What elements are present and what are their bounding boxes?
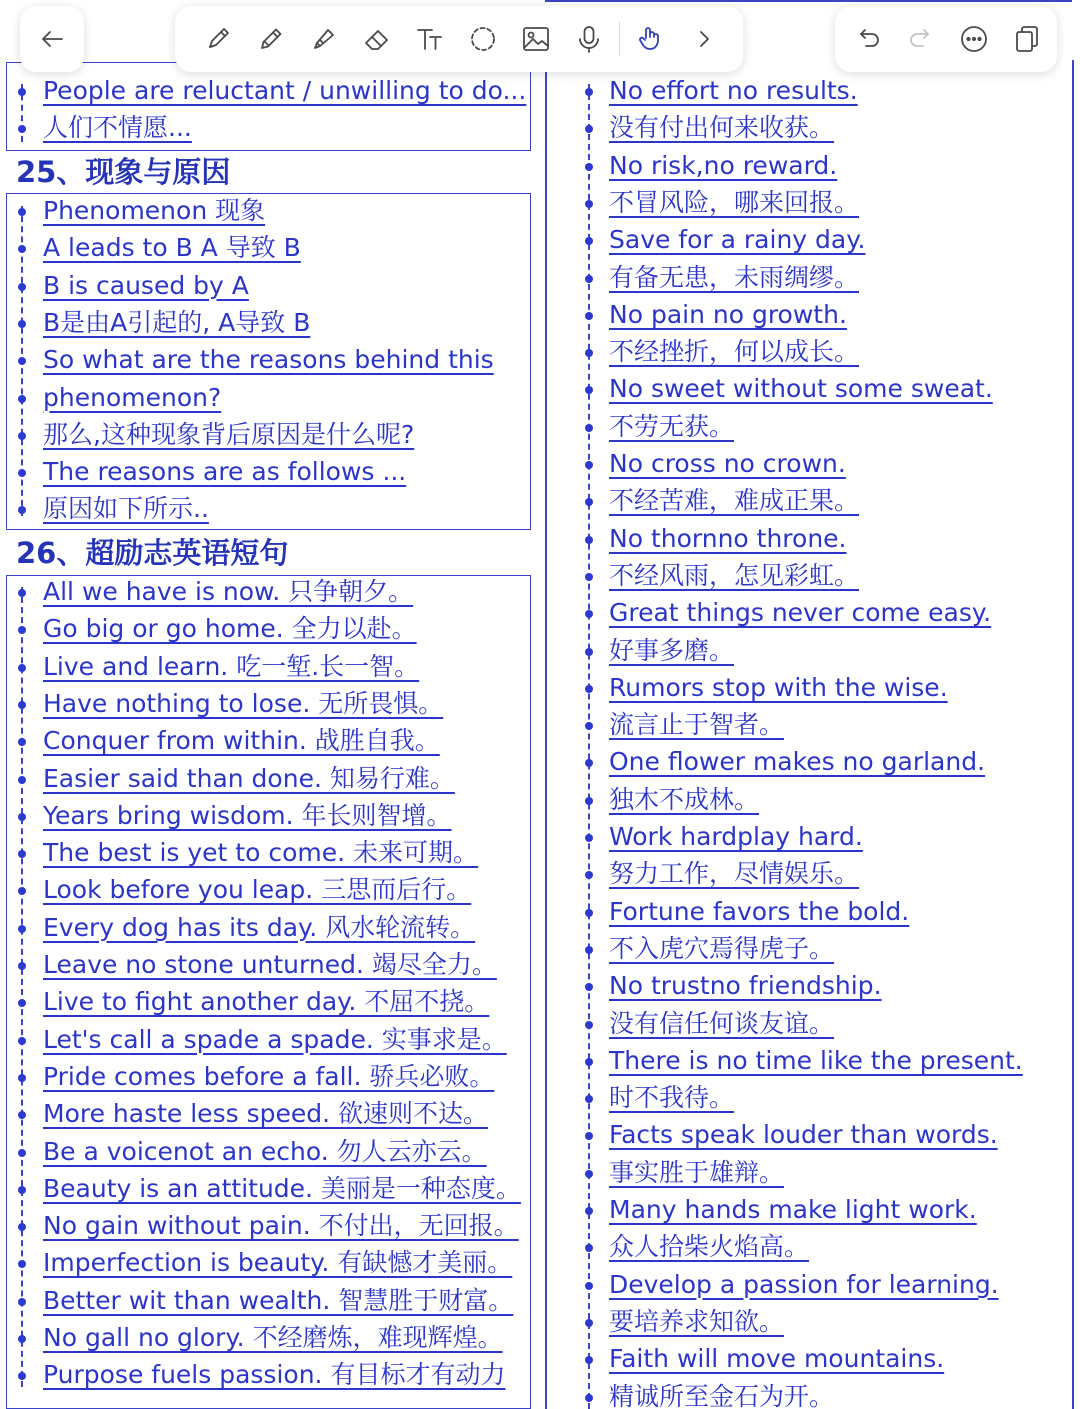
undo-icon: [852, 23, 884, 55]
back-button[interactable]: [20, 11, 84, 67]
bullet-dot: [585, 610, 593, 618]
heading-section-26: 26、超励志英语短句: [16, 536, 289, 570]
lasso-tool-button[interactable]: [456, 11, 509, 67]
note-text: 不冒风险，哪来回报。: [609, 187, 860, 217]
bullet-dot: [18, 1149, 26, 1157]
note-line: [0, 194, 540, 230]
note-text: 精诚所至金石为开。: [609, 1381, 835, 1409]
image-tool-button[interactable]: [509, 11, 562, 67]
bullet-dot: [18, 88, 26, 96]
note-line: [560, 783, 1072, 819]
note-text: Have nothing to lose. 无所畏惧。: [43, 688, 444, 718]
column-divider: [545, 60, 547, 1409]
note-text: Imperfection is beauty. 有缺憾才美丽。: [43, 1248, 513, 1278]
list-section-26: [0, 575, 540, 1409]
bullet-dot: [585, 275, 593, 283]
note-text: No thornno throne.: [609, 523, 847, 553]
note-line: [0, 762, 540, 798]
redo-button[interactable]: [894, 11, 947, 67]
bullet-dot: [585, 125, 593, 133]
bullet-dot: [585, 1207, 593, 1215]
bullet-dot: [585, 946, 593, 954]
bullet-dot: [585, 1132, 593, 1140]
bullet-dot: [585, 573, 593, 581]
note-text: 不入虎穴焉得虎子。: [609, 933, 835, 963]
pages-button[interactable]: [1000, 11, 1053, 67]
note-text: Phenomenon 现象: [43, 196, 266, 225]
note-line: [0, 873, 540, 909]
note-text: 那么,这种现象背后原因是什么呢?: [43, 419, 415, 449]
note-line: [0, 1358, 540, 1394]
note-line: [560, 1118, 1072, 1154]
bullet-dot: [18, 395, 26, 403]
note-line: [560, 1305, 1072, 1341]
toolbar-tools: [175, 6, 743, 72]
highlighter-tool-button[interactable]: [297, 11, 350, 67]
note-line: [560, 372, 1072, 408]
note-text: Many hands make light work.: [609, 1195, 977, 1224]
bullet-dot: [18, 1223, 26, 1231]
note-line: [0, 575, 540, 611]
bullet-dot: [18, 1111, 26, 1119]
highlighter-icon: [308, 23, 340, 55]
note-text: 原因如下所示..: [43, 494, 209, 524]
bullet-dot: [18, 1074, 26, 1082]
note-text: No gain without pain. 不付出，无回报。: [43, 1211, 519, 1241]
note-text: Be a voicenot an echo. 勿人云亦云。: [43, 1136, 487, 1166]
note-text: No sweet without some sweat.: [609, 374, 993, 404]
bullet-dot: [18, 738, 26, 746]
bullet-dot: [18, 432, 26, 440]
note-text: 要培养求知欲。: [609, 1306, 785, 1336]
eraser-icon: [361, 23, 393, 55]
bullet-dot: [18, 776, 26, 784]
note-text: Rumors stop with the wise.: [609, 672, 948, 702]
note-text: Live to fight another day. 不屈不挠。: [43, 987, 490, 1017]
note-line: [560, 969, 1072, 1005]
note-line: [0, 650, 540, 686]
eraser-tool-button[interactable]: [350, 11, 403, 67]
bullet-dot: [18, 1037, 26, 1045]
note-line: [560, 1193, 1072, 1229]
note-text: The best is yet to come. 未来可期。: [43, 838, 479, 868]
undo-button[interactable]: [841, 11, 894, 67]
note-text: 好事多磨。: [609, 635, 735, 665]
bullet-dot: [585, 1394, 593, 1402]
note-line: [0, 269, 540, 305]
note-text: Conquer from within. 战胜自我。: [43, 726, 440, 756]
note-line: [0, 455, 540, 491]
bullet-dot: [585, 685, 593, 693]
note-text: No effort no results.: [609, 76, 858, 105]
bullet-dot: [18, 887, 26, 895]
bullet-dot: [585, 759, 593, 767]
bullet-dot: [585, 1095, 593, 1103]
bullet-dot: [18, 999, 26, 1007]
note-text: Easier said than done. 知易行难。: [43, 763, 455, 793]
microphone-icon: [573, 23, 605, 55]
note-text: No cross no crown.: [609, 449, 846, 478]
bullet-dot: [585, 871, 593, 879]
toolbar-separator: [619, 22, 620, 56]
note-line: [0, 948, 540, 984]
note-line: [560, 820, 1072, 856]
note-line: [0, 492, 540, 528]
note-line: [0, 343, 540, 379]
bullet-dot: [18, 664, 26, 672]
note-text: B is caused by A: [43, 270, 249, 300]
bullet-dot: [18, 962, 26, 970]
hand-pointer-icon: [635, 23, 667, 55]
voice-record-button[interactable]: [562, 11, 615, 67]
note-line: [560, 410, 1072, 446]
note-line: [560, 895, 1072, 931]
note-line: [0, 1060, 540, 1096]
list-reluctant: [0, 74, 540, 146]
back-icon: [36, 23, 68, 55]
note-line: [560, 335, 1072, 371]
note-line: [560, 596, 1072, 632]
note-text: Work hardplay hard.: [609, 822, 863, 851]
note-line: [560, 186, 1072, 222]
pencil-icon: [255, 23, 287, 55]
pages-icon: [1011, 23, 1043, 55]
bullet-dot: [585, 312, 593, 320]
bullet-dot: [585, 909, 593, 917]
note-text: 不劳无获。: [609, 411, 735, 441]
note-text: 时不我待。: [609, 1083, 735, 1113]
note-text: Beauty is an attitude. 美丽是一种态度。: [43, 1173, 521, 1203]
note-line: [560, 111, 1072, 147]
note-line: [0, 381, 540, 417]
bullet-dot: [585, 797, 593, 805]
note-text: Live and learn. 吃一堑.长一智。: [43, 651, 420, 681]
top-border-line: [545, 0, 1072, 2]
note-line: [0, 1321, 540, 1357]
note-line: [560, 447, 1072, 483]
note-line: [560, 857, 1072, 893]
toolbar-left: [20, 6, 84, 72]
bullet-dot: [585, 722, 593, 730]
note-line: [560, 223, 1072, 259]
bullet-dot: [18, 283, 26, 291]
note-line: [0, 111, 540, 147]
note-line: [560, 1380, 1072, 1409]
pencil-tool-button[interactable]: [244, 11, 297, 67]
bullet-dot: [18, 1335, 26, 1343]
note-line: [0, 1135, 540, 1171]
note-line: [0, 231, 540, 267]
note-text: Leave no stone unturned. 竭尽全力。: [43, 950, 497, 979]
bullet-dot: [585, 1244, 593, 1252]
bullet-dot: [18, 925, 26, 933]
note-text: No gall no glory. 不经磨炼，难现辉煌。: [43, 1323, 503, 1352]
bullet-dot: [585, 163, 593, 171]
bullet-dot: [585, 200, 593, 208]
note-text: 不经风雨，怎见彩虹。: [609, 560, 860, 590]
note-text: 人们不情愿...: [43, 113, 192, 143]
note-line: [0, 1246, 540, 1282]
note-line: [0, 1023, 540, 1059]
note-text: The reasons are as follows ...: [43, 457, 407, 487]
bullet-dot: [18, 1298, 26, 1306]
note-text: Look before you leap. 三思而后行。: [43, 875, 472, 905]
note-text: There is no time like the present.: [609, 1045, 1023, 1075]
note-line: [0, 985, 540, 1021]
chevron-right-icon: [688, 23, 720, 55]
note-line: [560, 484, 1072, 520]
more-icon: [958, 23, 990, 55]
bullet-dot: [18, 850, 26, 858]
note-line: [0, 612, 540, 648]
note-line: [0, 687, 540, 723]
note-text: No trustno friendship.: [609, 971, 882, 1001]
note-line: [0, 1284, 540, 1320]
note-text: 有备无患，未雨绸缪。: [609, 262, 860, 292]
note-line: [560, 1007, 1072, 1043]
note-text: Go big or go home. 全力以赴。: [43, 614, 417, 644]
bullet-dot: [18, 245, 26, 253]
text-tool-button[interactable]: [403, 11, 456, 67]
note-text: Great things never come easy.: [609, 598, 992, 628]
bullet-dot: [18, 1186, 26, 1194]
note-text: 没有付出何来收获。: [609, 113, 835, 143]
list-section-25: [0, 194, 540, 530]
note-line: [0, 1172, 540, 1208]
bullet-dot: [18, 589, 26, 597]
note-text: Save for a rainy day.: [609, 225, 866, 255]
more-options-button[interactable]: [947, 11, 1000, 67]
bullet-dot: [585, 536, 593, 544]
note-line: [560, 1156, 1072, 1192]
note-text: 众人拾柴火焰高。: [609, 1232, 810, 1262]
note-line: [0, 1097, 540, 1133]
bullet-dot: [585, 349, 593, 357]
note-line: [0, 799, 540, 835]
hand-tool-button[interactable]: [624, 11, 677, 67]
note-line: [560, 634, 1072, 670]
note-text: Pride comes before a fall. 骄兵必败。: [43, 1061, 495, 1091]
bullet-dot: [585, 1282, 593, 1290]
bullet-dot: [585, 1170, 593, 1178]
bullet-dot: [585, 834, 593, 842]
bullet-dot: [18, 125, 26, 133]
bullet-dot: [585, 1319, 593, 1327]
bullet-dot: [18, 469, 26, 477]
lasso-icon: [467, 23, 499, 55]
note-text: So what are the reasons behind this: [43, 345, 494, 375]
note-text: Let's call a spade a spade. 实事求是。: [43, 1024, 507, 1054]
note-text: 不经挫折，何以成长。: [609, 337, 860, 367]
note-line: [0, 418, 540, 454]
note-line: [560, 1044, 1072, 1080]
note-text: 不经苦难，难成正果。: [609, 486, 860, 516]
note-text: Purpose fuels passion. 有目标才有动力: [43, 1360, 506, 1390]
note-line: [560, 1268, 1072, 1304]
more-tools-button[interactable]: [677, 11, 730, 67]
bullet-dot: [585, 237, 593, 245]
heading-section-25: 25、现象与原因: [16, 155, 231, 189]
note-text: Faith will move mountains.: [609, 1344, 945, 1374]
bullet-dot: [585, 498, 593, 506]
bullet-dot: [585, 1058, 593, 1066]
note-text: Fortune favors the bold.: [609, 896, 910, 926]
bullet-dot: [18, 208, 26, 216]
redo-icon: [905, 23, 937, 55]
note-text: Years bring wisdom. 年长则智增。: [43, 800, 452, 830]
bullet-dot: [585, 1021, 593, 1029]
note-text: Better wit than wealth. 智慧胜于财富。: [43, 1285, 514, 1315]
note-text: Facts speak louder than words.: [609, 1120, 998, 1150]
text-tool-icon: [414, 23, 446, 55]
note-line: [560, 298, 1072, 334]
image-icon: [520, 23, 552, 55]
note-line: [560, 1081, 1072, 1117]
note-line: [560, 261, 1072, 297]
note-line: [560, 1230, 1072, 1266]
bullet-dot: [585, 983, 593, 991]
note-text: A leads to B A 导致 B: [43, 233, 301, 263]
bullet-dot: [18, 357, 26, 365]
pen-tool-button[interactable]: [191, 11, 244, 67]
bullet-dot: [18, 1260, 26, 1268]
note-line: [560, 671, 1072, 707]
note-line: [0, 724, 540, 760]
bullet-dot: [585, 386, 593, 394]
note-text: 没有信任何谈友谊。: [609, 1008, 835, 1038]
note-text: More haste less speed. 欲速则不达。: [43, 1099, 488, 1129]
note-text: Every dog has its day. 风水轮流转。: [43, 912, 476, 942]
bullet-dot: [585, 88, 593, 96]
page-right-border: [1072, 60, 1074, 1409]
bullet-dot: [18, 506, 26, 514]
note-text: One flower makes no garland.: [609, 747, 986, 777]
note-text: All we have is now. 只争朝夕。: [43, 577, 414, 606]
note-line: [560, 1342, 1072, 1378]
bullet-dot: [585, 648, 593, 656]
note-line: [0, 74, 540, 110]
note-text: No pain no growth.: [609, 299, 847, 329]
note-text: Develop a passion for learning.: [609, 1269, 999, 1299]
bullet-dot: [18, 626, 26, 634]
note-line: [0, 836, 540, 872]
note-text: 努力工作，尽情娱乐。: [609, 859, 860, 889]
note-text: 独木不成林。: [609, 784, 760, 814]
note-text: 流言止于智者。: [609, 710, 785, 740]
note-line: [0, 1209, 540, 1245]
bullet-dot: [585, 461, 593, 469]
note-line: [560, 745, 1072, 781]
note-line: [560, 522, 1072, 558]
bullet-dot: [18, 813, 26, 821]
note-text: 事实胜于雄辩。: [609, 1157, 785, 1187]
bullet-dot: [585, 1356, 593, 1364]
note-line: [0, 306, 540, 342]
bullet-dot: [585, 424, 593, 432]
bullet-dot: [18, 1372, 26, 1380]
note-line: [560, 708, 1072, 744]
note-line: [0, 911, 540, 947]
note-line: [560, 149, 1072, 185]
pen-icon: [202, 23, 234, 55]
note-line: [560, 559, 1072, 595]
toolbar-right: [835, 6, 1057, 72]
note-text: No risk,no reward.: [609, 150, 838, 180]
note-text: People are reluctant / unwilling to do...: [43, 76, 527, 105]
note-text: B是由A引起的, A导致 B: [43, 307, 311, 337]
note-line: [560, 932, 1072, 968]
list-motivational-quotes: [560, 74, 1072, 1409]
bullet-dot: [18, 701, 26, 709]
bullet-dot: [18, 320, 26, 328]
note-line: [560, 74, 1072, 110]
note-text: phenomenon?: [43, 382, 222, 412]
